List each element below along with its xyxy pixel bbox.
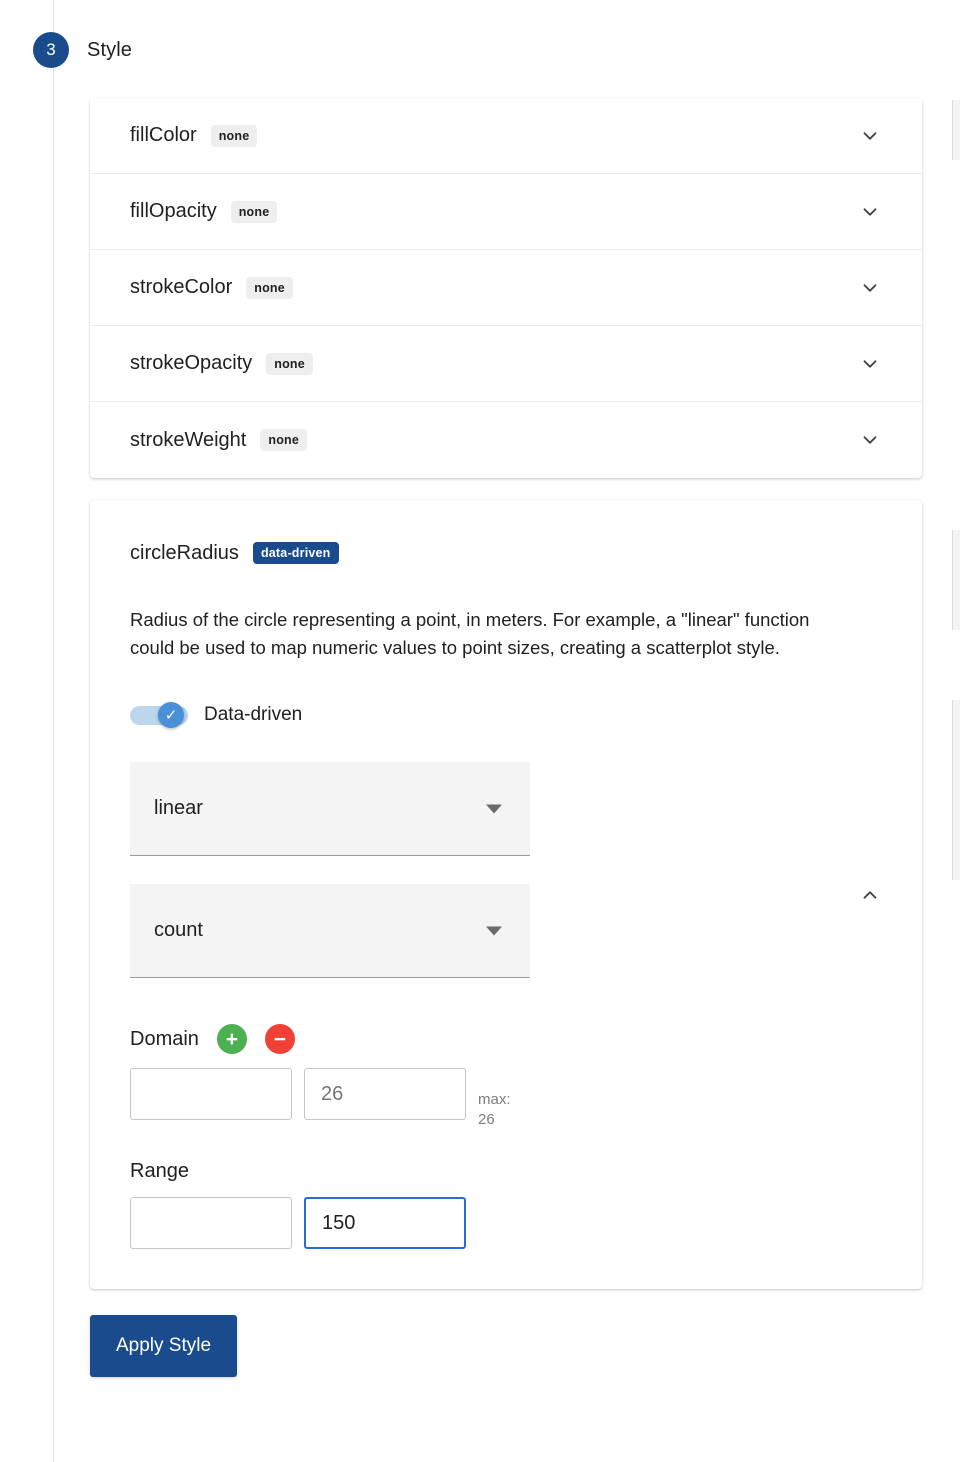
domain-max-hint-value: 26: [478, 1111, 495, 1128]
style-property-strokecolor[interactable]: [90, 250, 922, 326]
field-select-value: count: [154, 919, 203, 941]
range-inputs: [130, 1197, 882, 1249]
chevron-down-icon[interactable]: [858, 428, 882, 452]
status-badge: none: [266, 353, 313, 375]
status-badge: none: [231, 201, 278, 223]
style-property-strokeweight[interactable]: [90, 402, 922, 478]
style-property-fillopacity[interactable]: [90, 174, 922, 250]
range-min-input[interactable]: [130, 1197, 292, 1249]
add-domain-button[interactable]: +: [217, 1024, 247, 1054]
property-name: circleRadius: [130, 541, 239, 564]
chevron-down-icon: [486, 804, 502, 813]
style-content: [90, 98, 922, 1377]
step-header: [33, 32, 132, 68]
chevron-down-icon[interactable]: [858, 124, 882, 148]
property-description: Radius of the circle representing a point, in meters. For example, a "linear" function could be used to map numeric values to point sizes, creating a scatterplot style.: [130, 609, 810, 658]
chevron-down-icon: [486, 926, 502, 935]
range-max-input[interactable]: [304, 1197, 466, 1249]
status-badge: none: [246, 277, 293, 299]
field-select[interactable]: [130, 884, 530, 978]
domain-inputs: [130, 1068, 882, 1130]
chevron-up-icon[interactable]: [858, 883, 882, 907]
chevron-down-icon[interactable]: [858, 352, 882, 376]
stepper-rail: [53, 0, 54, 1462]
property-name: strokeOpacity: [130, 352, 253, 374]
property-name: fillColor: [130, 124, 197, 146]
remove-domain-button[interactable]: −: [265, 1024, 295, 1054]
right-edge-panel-top: [952, 100, 960, 160]
chevron-down-icon[interactable]: [858, 276, 882, 300]
function-select-value: linear: [154, 797, 203, 819]
property-name: strokeColor: [130, 276, 233, 298]
apply-style-wrap: [90, 1315, 922, 1377]
domain-max-input[interactable]: [304, 1068, 466, 1120]
data-driven-label: Data-driven: [204, 704, 303, 725]
range-label-row: [130, 1160, 882, 1183]
apply-style-button[interactable]: Apply Style: [90, 1315, 237, 1377]
domain-max-hint: [478, 1068, 538, 1130]
status-badge: data-driven: [253, 542, 339, 564]
style-properties-card: [90, 98, 922, 478]
status-badge: none: [211, 125, 258, 147]
data-driven-toggle-row[interactable]: [130, 702, 882, 728]
right-edge-panel-mid: [952, 530, 960, 630]
page-title: Style: [87, 38, 132, 61]
domain-min-input[interactable]: [130, 1068, 292, 1120]
domain-max-hint-label: max:: [478, 1091, 511, 1108]
style-property-strokeopacity[interactable]: [90, 326, 922, 402]
circleradius-header[interactable]: [130, 500, 882, 606]
status-badge: none: [260, 429, 307, 451]
right-edge-panel-low: [952, 700, 960, 880]
domain-label-row: [130, 1024, 882, 1054]
domain-label: Domain: [130, 1027, 199, 1050]
data-driven-toggle[interactable]: [130, 702, 188, 728]
range-label: Range: [130, 1160, 189, 1182]
style-property-circleradius-card: [90, 500, 922, 1289]
function-select[interactable]: [130, 762, 530, 856]
style-property-fillcolor[interactable]: [90, 98, 922, 174]
step-number-badge: 3: [33, 32, 69, 68]
toggle-thumb: ✓: [158, 702, 184, 728]
property-name: fillOpacity: [130, 200, 217, 222]
property-name: strokeWeight: [130, 428, 247, 451]
chevron-down-icon[interactable]: [858, 200, 882, 224]
